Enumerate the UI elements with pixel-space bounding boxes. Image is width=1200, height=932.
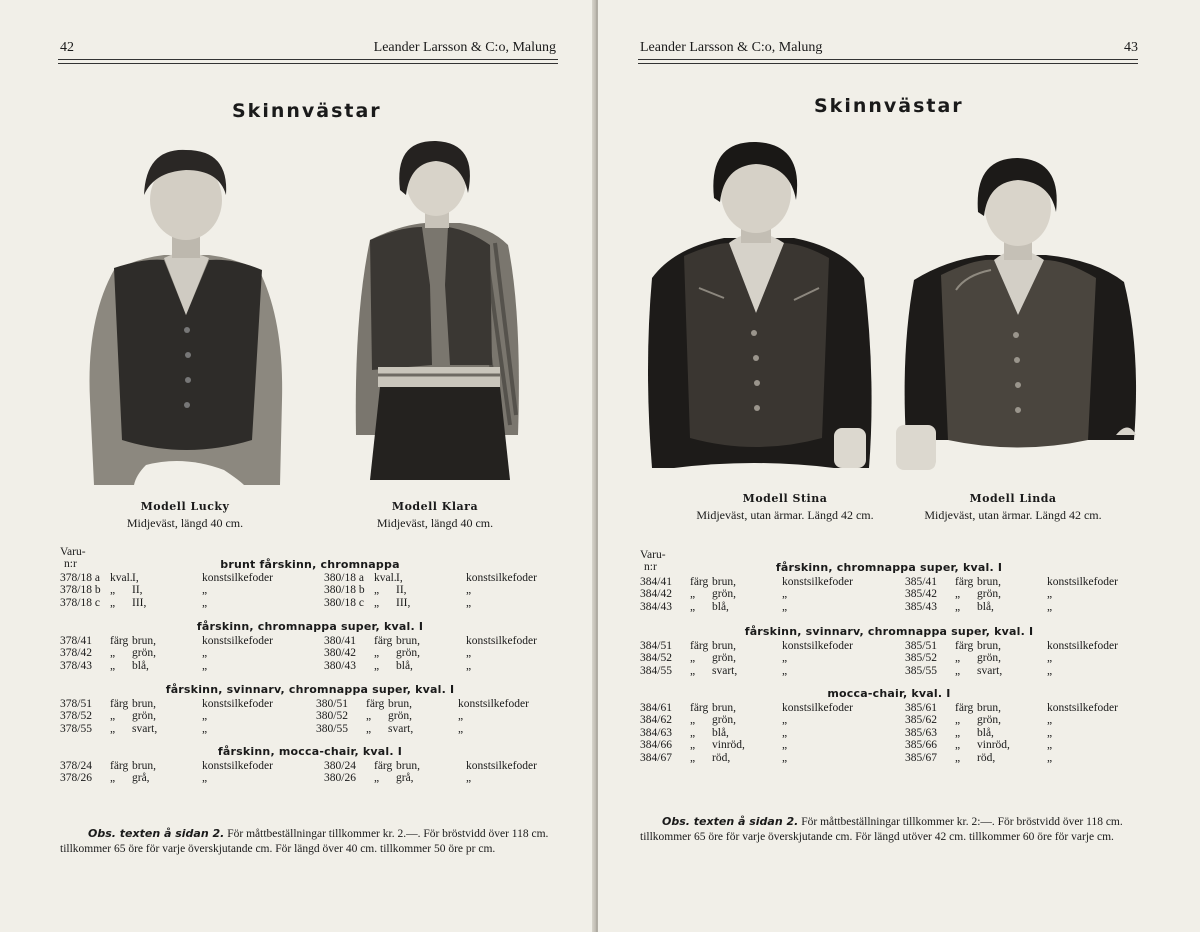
- fabric-value: grön,: [712, 588, 736, 601]
- item-number: 380/43: [324, 659, 356, 672]
- table-row: [324, 597, 537, 609]
- color-word: „: [690, 588, 696, 601]
- table-row: [905, 739, 1118, 751]
- section-heading: fårskinn, chromnappa super, kval. I: [196, 620, 424, 633]
- color-word: färg: [374, 635, 393, 647]
- color-word: „: [366, 722, 372, 735]
- item-number: 385/52: [905, 652, 937, 665]
- item-number: 378/42: [60, 647, 92, 660]
- fabric-value: grön,: [977, 588, 1001, 601]
- lining-value: „: [1047, 714, 1053, 727]
- item-number: 385/41: [905, 576, 937, 588]
- item-number: 384/61: [640, 702, 672, 714]
- table-row: [324, 572, 537, 584]
- item-number: 385/67: [905, 751, 937, 764]
- table-right-col: [905, 640, 1118, 677]
- table-right-col: [905, 702, 1118, 764]
- lining-value: konstsilkefoder: [782, 640, 853, 652]
- lining-value: „: [1047, 588, 1053, 601]
- lining-value: konstsilkefoder: [202, 572, 273, 584]
- fabric-value: III,: [132, 596, 147, 609]
- table-row: [640, 714, 853, 726]
- table-left-col: [60, 698, 273, 735]
- lining-value: „: [782, 664, 788, 677]
- color-word: „: [110, 710, 116, 723]
- model-description: Midjeväst, utan ärmar. Längd 42 cm.: [924, 508, 1102, 522]
- color-word: färg: [955, 640, 974, 652]
- item-number: 384/67: [640, 751, 672, 764]
- lining-value: „: [1047, 600, 1053, 613]
- color-word: „: [955, 739, 961, 752]
- header-rule: [58, 59, 558, 64]
- color-word: „: [374, 772, 380, 785]
- color-word: „: [690, 751, 696, 764]
- lining-value: konstsilkefoder: [1047, 702, 1118, 714]
- lining-value: konstsilkefoder: [202, 698, 273, 710]
- color-word: „: [955, 726, 961, 739]
- color-word: „: [955, 588, 961, 601]
- item-number: 384/52: [640, 652, 672, 665]
- item-number: 378/41: [60, 635, 92, 647]
- lining-value: konstsilkefoder: [782, 702, 853, 714]
- table-row: [60, 660, 273, 672]
- lining-value: „: [466, 659, 472, 672]
- table-row: [905, 714, 1118, 726]
- table-row: [640, 576, 853, 588]
- fabric-value: svart,: [712, 664, 738, 677]
- fabric-value: grön,: [977, 714, 1001, 727]
- table-row: [640, 665, 853, 677]
- fabric-value: grå,: [396, 772, 414, 785]
- table-row: [60, 723, 273, 735]
- table-row: [60, 760, 273, 772]
- lining-value: „: [202, 596, 208, 609]
- header-rule: [638, 59, 1138, 64]
- item-number: 380/18 c: [324, 596, 364, 609]
- item-number: 385/62: [905, 714, 937, 727]
- table-row: [905, 752, 1118, 764]
- fabric-value: brun,: [132, 698, 156, 710]
- fabric-value: brun,: [712, 576, 736, 588]
- table-left-col: [640, 576, 853, 613]
- color-word: „: [374, 659, 380, 672]
- lining-value: „: [1047, 739, 1053, 752]
- fabric-value: grå,: [132, 772, 150, 785]
- item-number: 384/42: [640, 588, 672, 601]
- page-title: Skinnvästar: [232, 100, 382, 122]
- lining-value: konstsilkefoder: [458, 698, 529, 710]
- fabric-value: brun,: [396, 635, 420, 647]
- fabric-value: grön,: [712, 652, 736, 665]
- color-word: „: [955, 664, 961, 677]
- lining-value: „: [202, 722, 208, 735]
- lining-value: „: [1047, 664, 1053, 677]
- fabric-value: grön,: [712, 714, 736, 727]
- table-row: [324, 760, 537, 772]
- item-number: 380/26: [324, 772, 356, 785]
- lining-value: „: [458, 722, 464, 735]
- item-number: 378/18 b: [60, 584, 101, 597]
- item-number: 378/52: [60, 710, 92, 723]
- fabric-value: brun,: [132, 760, 156, 772]
- item-number: 378/18 a: [60, 572, 100, 584]
- table-row: [60, 772, 273, 784]
- photo-model-lucky: [84, 140, 289, 485]
- lining-value: „: [1047, 652, 1053, 665]
- lining-value: „: [782, 588, 788, 601]
- color-word: färg: [110, 698, 129, 710]
- lining-value: konstsilkefoder: [1047, 640, 1118, 652]
- varu-label: Varu- n:r: [640, 549, 666, 573]
- table-left-col: [640, 702, 853, 764]
- item-number: 384/51: [640, 640, 672, 652]
- table-row: [905, 727, 1118, 739]
- fabric-value: grön,: [396, 647, 420, 660]
- item-number: 385/61: [905, 702, 937, 714]
- lining-value: „: [202, 772, 208, 785]
- color-word: „: [110, 772, 116, 785]
- right-page: [598, 0, 1200, 932]
- table-row: [905, 702, 1118, 714]
- table-left-col: [60, 572, 273, 609]
- fabric-value: grön,: [132, 647, 156, 660]
- lining-value: konstsilkefoder: [466, 572, 537, 584]
- item-number: 385/43: [905, 600, 937, 613]
- item-number: 384/66: [640, 739, 672, 752]
- table-row: [640, 640, 853, 652]
- note-obs: Obs. texten å sidan 2.: [88, 827, 225, 840]
- item-number: 380/18 b: [324, 584, 365, 597]
- item-number: 378/43: [60, 659, 92, 672]
- table-row: [60, 584, 273, 596]
- fabric-value: blå,: [712, 726, 729, 739]
- lining-value: „: [782, 726, 788, 739]
- photo-model-linda: [896, 150, 1141, 480]
- color-word: „: [955, 714, 961, 727]
- fabric-value: blå,: [977, 600, 994, 613]
- color-word: „: [955, 600, 961, 613]
- model-lucky-caption: [100, 500, 270, 531]
- lining-value: „: [466, 772, 472, 785]
- page-header: Leander Larsson & C:o, Malung: [640, 40, 823, 55]
- color-word: färg: [110, 760, 129, 772]
- fabric-value: I,: [132, 572, 139, 584]
- note-text: För måttbeställningar tillkommer kr. 2:—. För bröstvidd över 118 cm. tillkommer 65 öre för varje överskjutande cm. För längd utöver 42 cm. tillkommer 60 öre för varje cm.: [640, 816, 1123, 843]
- lining-value: „: [782, 600, 788, 613]
- table-row: [60, 710, 273, 722]
- item-number: 385/51: [905, 640, 937, 652]
- fabric-value: III,: [396, 596, 411, 609]
- table-row: [640, 588, 853, 600]
- fabric-value: vinröd,: [977, 739, 1010, 752]
- color-word: „: [955, 751, 961, 764]
- item-number: 384/62: [640, 714, 672, 727]
- color-word: kval.: [374, 572, 397, 584]
- table-row: [316, 698, 529, 710]
- color-word: „: [690, 652, 696, 665]
- item-number: 384/55: [640, 664, 672, 677]
- model-name: Modell Stina: [742, 492, 828, 505]
- item-number: 380/51: [316, 698, 348, 710]
- fabric-value: II,: [132, 584, 143, 597]
- section-heading: brunt fårskinn, chromnappa: [220, 558, 400, 571]
- page-number: 42: [60, 40, 74, 55]
- color-word: färg: [955, 702, 974, 714]
- item-number: 380/24: [324, 760, 356, 772]
- lining-value: konstsilkefoder: [782, 576, 853, 588]
- item-number: 384/43: [640, 600, 672, 613]
- item-number: 378/26: [60, 772, 92, 785]
- table-row: [324, 772, 537, 784]
- table-row: [60, 698, 273, 710]
- section-heading: fårskinn, svinnarv, chromnappa super, kval. I: [744, 625, 1034, 638]
- fabric-value: svart,: [977, 664, 1003, 677]
- fabric-value: svart,: [388, 722, 414, 735]
- item-number: 378/51: [60, 698, 92, 710]
- fabric-value: blå,: [712, 600, 729, 613]
- lining-value: konstsilkefoder: [466, 760, 537, 772]
- table-row: [640, 652, 853, 664]
- item-number: 380/41: [324, 635, 356, 647]
- item-number: 378/18 c: [60, 596, 100, 609]
- lining-value: „: [1047, 726, 1053, 739]
- table-right-col: [905, 576, 1118, 613]
- model-description: Midjeväst, längd 40 cm.: [126, 516, 244, 530]
- table-row: [324, 647, 537, 659]
- lining-value: „: [466, 647, 472, 660]
- table-row: [324, 660, 537, 672]
- lining-value: konstsilkefoder: [202, 760, 273, 772]
- table-row: [60, 572, 273, 584]
- model-linda-caption: [908, 492, 1118, 523]
- fabric-value: brun,: [712, 702, 736, 714]
- item-number: 380/52: [316, 710, 348, 723]
- fabric-value: brun,: [396, 760, 420, 772]
- table-right-col: [324, 760, 537, 785]
- lining-value: „: [782, 751, 788, 764]
- table-row: [316, 723, 529, 735]
- color-word: kval.: [110, 572, 133, 584]
- fabric-value: blå,: [977, 726, 994, 739]
- item-number: 385/55: [905, 664, 937, 677]
- lining-value: „: [202, 647, 208, 660]
- table-row: [905, 665, 1118, 677]
- page-number: 43: [1124, 40, 1138, 55]
- color-word: färg: [690, 576, 709, 588]
- lining-value: „: [202, 584, 208, 597]
- fabric-value: brun,: [977, 640, 1001, 652]
- color-word: färg: [690, 702, 709, 714]
- item-number: 385/42: [905, 588, 937, 601]
- fabric-value: grön,: [388, 710, 412, 723]
- item-number: 380/18 a: [324, 572, 364, 584]
- table-row: [640, 739, 853, 751]
- model-description: Midjeväst, längd 40 cm.: [376, 516, 494, 530]
- item-number: 378/55: [60, 722, 92, 735]
- fabric-value: I,: [396, 572, 403, 584]
- color-word: „: [110, 722, 116, 735]
- color-word: „: [690, 739, 696, 752]
- lining-value: „: [466, 584, 472, 597]
- table-left-col: [640, 640, 853, 677]
- table-row: [905, 601, 1118, 613]
- table-row: [60, 635, 273, 647]
- table-row: [905, 652, 1118, 664]
- table-right-col: [316, 698, 529, 735]
- table-left-col: [60, 760, 273, 785]
- lining-value: „: [782, 739, 788, 752]
- table-right-col: [324, 572, 537, 609]
- page-title: Skinnvästar: [814, 95, 964, 117]
- table-row: [640, 702, 853, 714]
- fabric-value: brun,: [712, 640, 736, 652]
- color-word: „: [110, 584, 116, 597]
- color-word: „: [110, 596, 116, 609]
- item-number: 384/41: [640, 576, 672, 588]
- fabric-value: grön,: [132, 710, 156, 723]
- model-description: Midjeväst, utan ärmar. Längd 42 cm.: [696, 508, 874, 522]
- fabric-value: brun,: [388, 698, 412, 710]
- page-header: Leander Larsson & C:o, Malung: [373, 40, 556, 55]
- color-word: „: [690, 664, 696, 677]
- table-row: [640, 601, 853, 613]
- table-row: [905, 640, 1118, 652]
- color-word: färg: [955, 576, 974, 588]
- item-number: 380/55: [316, 722, 348, 735]
- fabric-value: brun,: [132, 635, 156, 647]
- fabric-value: blå,: [396, 659, 413, 672]
- lining-value: „: [782, 652, 788, 665]
- color-word: „: [374, 596, 380, 609]
- color-word: „: [110, 659, 116, 672]
- left-page: [0, 0, 596, 932]
- lining-value: „: [782, 714, 788, 727]
- lining-value: „: [1047, 751, 1053, 764]
- note-obs: Obs. texten å sidan 2.: [662, 815, 799, 828]
- table-right-col: [324, 635, 537, 672]
- item-number: 385/66: [905, 739, 937, 752]
- table-row: [905, 576, 1118, 588]
- fabric-value: röd,: [712, 751, 731, 764]
- note-paragraph: [60, 827, 558, 856]
- color-word: „: [374, 647, 380, 660]
- table-row: [640, 727, 853, 739]
- model-name: Modell Klara: [391, 500, 479, 513]
- item-number: 378/24: [60, 760, 92, 772]
- lining-value: „: [458, 710, 464, 723]
- lining-value: konstsilkefoder: [1047, 576, 1118, 588]
- note-paragraph: [640, 815, 1140, 844]
- fabric-value: röd,: [977, 751, 996, 764]
- color-word: „: [955, 652, 961, 665]
- table-row: [640, 752, 853, 764]
- varu-label: Varu- n:r: [60, 546, 86, 570]
- fabric-value: grön,: [977, 652, 1001, 665]
- color-word: färg: [690, 640, 709, 652]
- note-text: För måttbeställningar tillkommer kr. 2.—. För bröstvidd över 118 cm. tillkommer 65 öre för varje överskjutande cm. För längd över 40 cm. tillkommer 50 öre pr cm.: [60, 828, 549, 855]
- fabric-value: vinröd,: [712, 739, 745, 752]
- color-word: färg: [110, 635, 129, 647]
- model-klara-caption: [345, 500, 525, 531]
- section-heading: fårskinn, chromnappa super, kval. I: [775, 561, 1003, 574]
- item-number: 385/63: [905, 726, 937, 739]
- table-left-col: [60, 635, 273, 672]
- color-word: „: [366, 710, 372, 723]
- color-word: „: [690, 726, 696, 739]
- lining-value: „: [202, 659, 208, 672]
- photo-model-stina: [644, 138, 874, 483]
- fabric-value: brun,: [977, 576, 1001, 588]
- lining-value: konstsilkefoder: [466, 635, 537, 647]
- model-name: Modell Lucky: [140, 500, 230, 513]
- section-heading: mocca-chair, kval. I: [827, 687, 951, 700]
- fabric-value: brun,: [977, 702, 1001, 714]
- table-row: [324, 584, 537, 596]
- section-heading: fårskinn, svinnarv, chromnappa super, kval. I: [165, 683, 455, 696]
- fabric-value: blå,: [132, 659, 149, 672]
- table-row: [316, 710, 529, 722]
- table-row: [60, 597, 273, 609]
- color-word: färg: [374, 760, 393, 772]
- table-row: [905, 588, 1118, 600]
- item-number: 384/63: [640, 726, 672, 739]
- color-word: färg: [366, 698, 385, 710]
- section-heading: fårskinn, mocca-chair, kval. I: [217, 745, 403, 758]
- lining-value: konstsilkefoder: [202, 635, 273, 647]
- model-name: Modell Linda: [969, 492, 1057, 505]
- table-row: [324, 635, 537, 647]
- table-row: [60, 647, 273, 659]
- fabric-value: II,: [396, 584, 407, 597]
- item-number: 380/42: [324, 647, 356, 660]
- fabric-value: svart,: [132, 722, 158, 735]
- color-word: „: [110, 647, 116, 660]
- color-word: „: [374, 584, 380, 597]
- color-word: „: [690, 600, 696, 613]
- photo-model-klara: [350, 135, 525, 480]
- lining-value: „: [202, 710, 208, 723]
- color-word: „: [690, 714, 696, 727]
- lining-value: „: [466, 596, 472, 609]
- model-stina-caption: [690, 492, 880, 523]
